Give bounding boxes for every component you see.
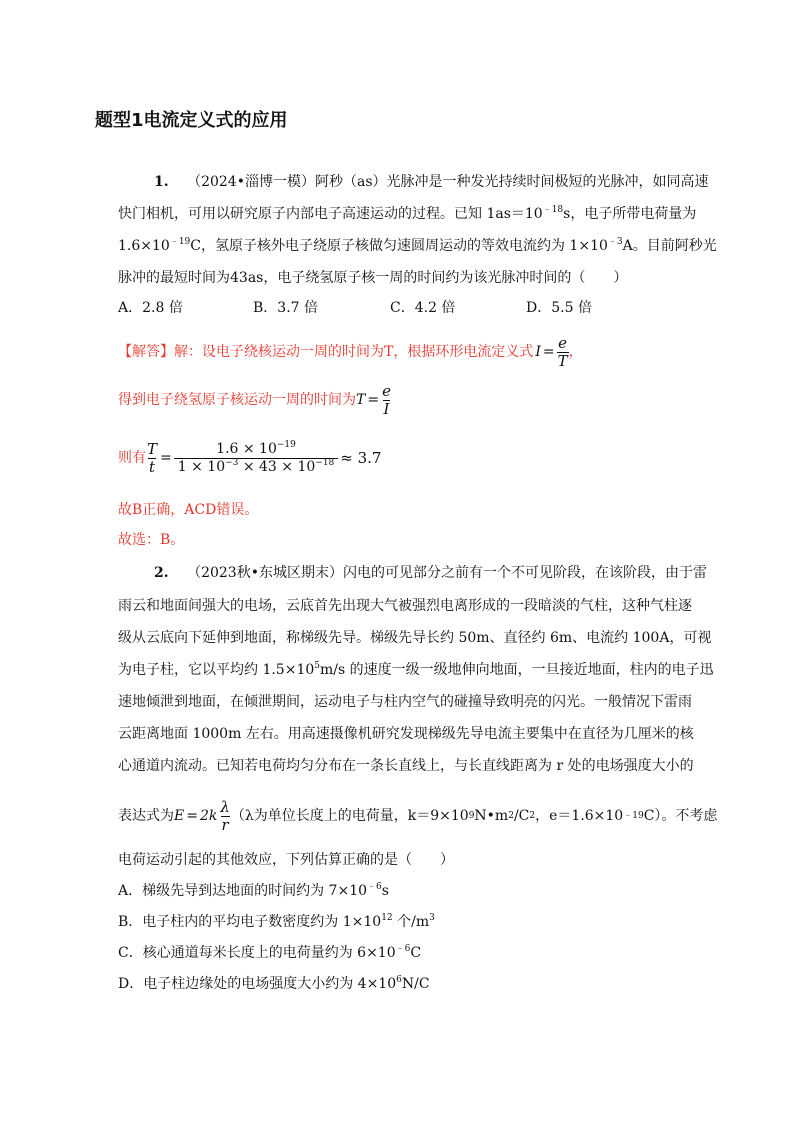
eq-sign: = — [160, 450, 172, 466]
text-run: 表达式为 — [118, 808, 174, 824]
equation-field-line-charge — [174, 799, 231, 834]
question-1-line-3 — [118, 236, 717, 256]
option-d[interactable] — [118, 974, 430, 994]
denominator: t — [148, 457, 156, 476]
fraction — [219, 799, 231, 834]
question-number: 2. — [154, 565, 169, 581]
text-run: 1.6×10 — [118, 238, 170, 254]
punctuation: ， — [568, 344, 583, 360]
option-d[interactable]: D．5.5 倍 — [526, 300, 592, 316]
text-run: （λ为单位长度上的电荷量，k＝9×10 — [230, 808, 469, 824]
text-run: ，e＝1.6×10 — [535, 808, 624, 824]
fraction — [174, 441, 339, 476]
fraction — [146, 441, 158, 476]
answer-line-1 — [118, 332, 583, 372]
answer-line-5: 故选：B。 — [118, 532, 185, 548]
text-run: 1 × 10 — [177, 458, 226, 475]
text-run: × 43 × 10 — [238, 458, 316, 475]
text-run: C，氢原子核外电子绕原子核做匀速圆周运动的等效电流约为 1×10 — [190, 238, 608, 254]
text-run: C．核心通道每米长度上的电荷量约为 6×10 — [118, 945, 396, 961]
text-run: A。目前阿秒光 — [622, 238, 717, 254]
question-2-line-2: 雨云和地面间强大的电场，云底首先出现大气被强烈电离形成的一段暗淡的气柱，这种气柱逐 — [118, 598, 692, 614]
text-run: s，电子所带电荷量为 — [563, 206, 697, 222]
question-2-line-9: 电荷运动引起的其他效应，下列估算正确的是（ ） — [118, 852, 454, 868]
question-2-line-6: 云距离地面 1000m 左右。用高速摄像机研究发现梯级先导电流主要集中在直径为几厘米的核 — [118, 726, 694, 742]
answer-text: 则有 — [118, 450, 146, 466]
text-run: /C — [513, 808, 530, 824]
text-run: 个/m — [392, 914, 430, 930]
text-run: N•m — [474, 808, 509, 824]
question-1-line-1 — [154, 172, 709, 192]
text-run: m/s 的速度一级一级地伸向地面，一旦接近地面，柱内的电子迅 — [320, 662, 714, 678]
equation-ratio — [146, 441, 381, 476]
eq-lhs: I — [535, 344, 541, 360]
text-run: B．电子柱内的平均电子数密度约为 1×10 — [118, 914, 382, 930]
superscript: −18 — [315, 457, 335, 468]
answer-line-3 — [118, 436, 381, 480]
denominator: I — [383, 399, 390, 418]
text-run: 为电子柱，它以平均约 1.5×10 — [118, 662, 315, 678]
superscript: ﹣6 — [367, 882, 382, 892]
question-2-line-3: 级从云底向下延伸到地面，称梯级先导。梯级先导长约 50m、直径约 6m、电流约 100A，可视 — [118, 630, 712, 646]
section-title: 题型1电流定义式的应用 — [95, 110, 288, 131]
option-b[interactable]: B．3.7 倍 — [253, 300, 319, 316]
question-number: 1. — [154, 174, 169, 190]
answer-line-4: 故B正确，ACD错误。 — [118, 502, 259, 518]
superscript: ﹣3 — [607, 237, 623, 247]
superscript: 6 — [396, 975, 402, 985]
question-text: 阿秒（as）光脉冲是一种发光持续时间极短的光脉冲，如同高速 — [314, 174, 709, 190]
equation-current-definition — [535, 335, 568, 370]
superscript: −3 — [225, 457, 239, 468]
question-source: （2023秋•东城区期末） — [187, 565, 343, 581]
question-1-line-2 — [118, 204, 696, 224]
answer-tag: 【解答】 — [118, 344, 174, 360]
question-2-line-8: 表达式为 E = 2k $\frac{\lambda}{r}$ （λ为单位长度上的电荷量，k＝9×10 9 N•m 2 /C 2 ，e＝1.6×10 ﹣19 C）。不考虑 — [118, 797, 718, 834]
text-run: 1.6 × 10 — [216, 440, 277, 457]
question-2-line-1 — [154, 563, 707, 583]
option-a[interactable] — [118, 881, 389, 901]
superscript: 12 — [381, 913, 393, 923]
eq-lhs: E — [174, 808, 185, 824]
numerator: T — [147, 439, 158, 458]
numerator: λ — [220, 797, 230, 816]
option-a[interactable]: A．2.8 倍 — [118, 300, 183, 316]
text-run: C）。不考虑 — [643, 808, 718, 824]
text-run: C — [410, 945, 422, 961]
denominator: r — [221, 815, 229, 834]
answer-line-2 — [118, 380, 392, 420]
eq-sign: = — [186, 808, 198, 824]
text-run: N/C — [401, 976, 430, 992]
fraction — [381, 383, 392, 418]
equation-period — [356, 383, 392, 418]
question-2-line-5: 速地倾泄到地面，在倾泄期间，运动电子与柱内空气的碰撞导致明亮的闪光。一般情况下雷雨 — [118, 694, 692, 710]
eq-coefficient: 2k — [199, 808, 218, 824]
text-run: 快门相机，可用以研究原子内部电子高速运动的过程。已知 1as＝10 — [118, 206, 543, 222]
superscript: ﹣6 — [395, 944, 411, 954]
eq-lhs: T — [356, 392, 366, 408]
eq-sign: = — [367, 392, 380, 408]
superscript: ﹣18 — [542, 205, 564, 215]
option-c[interactable] — [118, 943, 421, 963]
fraction — [557, 335, 569, 370]
question-source: （2024•淄博一模） — [187, 174, 315, 190]
text-run: s — [381, 883, 389, 899]
superscript: −19 — [276, 439, 296, 450]
text-run: A．梯级先导到达地面的时间约为 7×10 — [118, 883, 368, 899]
eq-sign: = — [542, 344, 555, 360]
option-c[interactable]: C．4.2 倍 — [390, 300, 456, 316]
superscript: 5 — [314, 661, 320, 671]
numerator: e — [382, 381, 391, 400]
superscript: 3 — [429, 913, 435, 923]
question-2-line-4 — [118, 660, 714, 680]
question-2-line-7: 心通道内流动。已知若电荷均匀分布在一条长直线上，与长直线距离为 r 处的电场强度大小的 — [118, 758, 694, 774]
answer-text: 得到电子绕氢原子核运动一周的时间为 — [118, 392, 356, 408]
superscript: ﹣19 — [169, 237, 191, 247]
question-1-line-4: 脉冲的最短时间为43as，电子绕氢原子核一周的时间约为该光脉冲时间的（ ） — [118, 270, 628, 286]
answer-text: 解：设电子绕核运动一周的时间为T，根据环形电流定义式 — [174, 344, 534, 360]
option-b[interactable] — [118, 912, 435, 932]
numerator — [212, 441, 300, 458]
question-text: 闪电的可见部分之前有一个不可见阶段，在该阶段，由于雷 — [342, 565, 707, 581]
denominator: T — [557, 351, 568, 370]
text-run: D．电子柱边缘处的电场强度大小约为 4×10 — [118, 976, 397, 992]
numerator: e — [558, 333, 568, 352]
eq-result: ≈ 3.7 — [340, 449, 382, 467]
denominator — [174, 458, 339, 476]
